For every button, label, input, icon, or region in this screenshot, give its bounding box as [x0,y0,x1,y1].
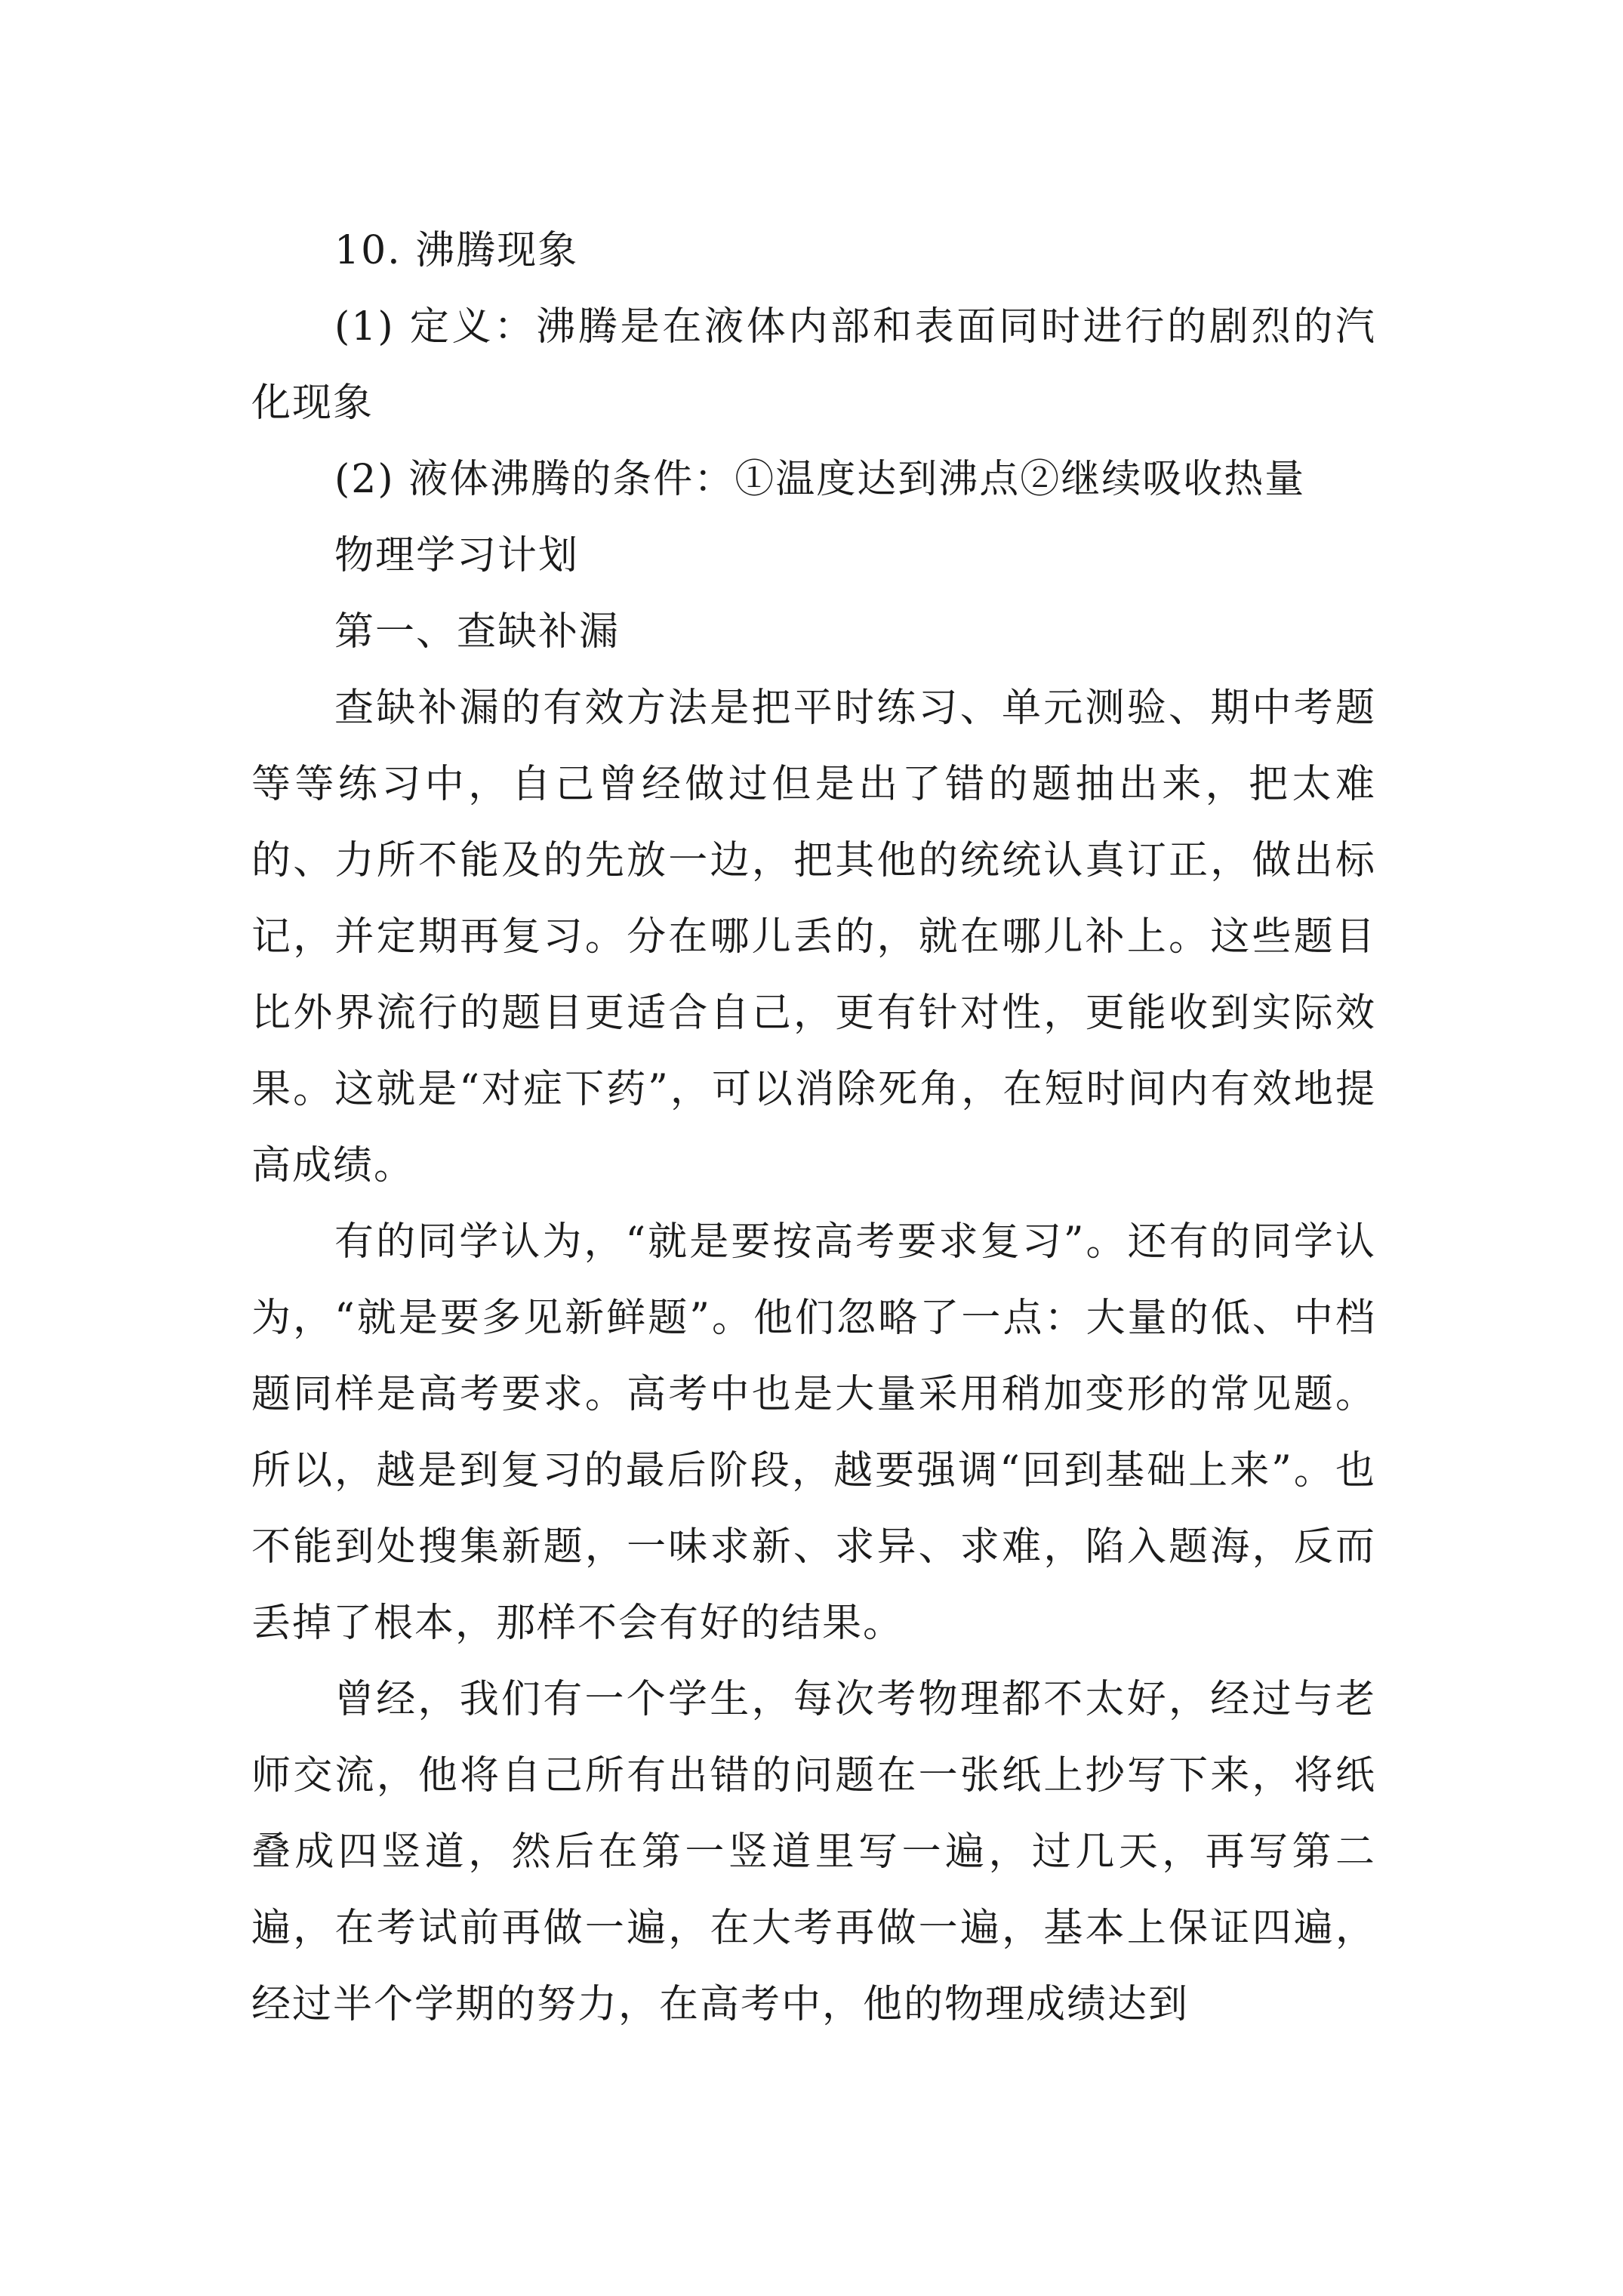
conditions-paragraph: (2) 液体沸腾的条件：①温度达到沸点②继续吸收热量 [334,457,1306,502]
document-body [251,213,1376,2043]
section-one-heading: 第一、查缺补漏 [334,609,621,655]
definition-paragraph: (1) 定义：沸腾是在液体内部和表面同时进行的剧烈的汽化现象 [251,304,1376,426]
plan-title: 物理学习计划 [334,533,580,578]
section-heading-boiling: 10. 沸腾现象 [334,228,579,273]
body-paragraph-3: 曾经，我们有一个学生，每次考物理都不太好，经过与老师交流，他将自己所有出错的问题在一张纸上抄写下来，将纸叠成四竖道，然后在第一竖道里写一遍，过几天，再写第二遍，在考试前再做一遍，在大考再做一遍，基本上保证四遍，经过半个学期的努力，在高考中，他的物理成绩达到 [251,1677,1376,2027]
body-paragraph-1: 查缺补漏的有效方法是把平时练习、单元测验、期中考题等等练习中，自己曾经做过但是出了错的题抽出来，把太难的、力所不能及的先放一边，把其他的统统认真订正，做出标记，并定期再复习。分在哪儿丢的，就在哪儿补上。这些题目比外界流行的题目更适合自己，更有针对性，更能收到实际效果。这就是“对症下药”，可以消除死角，在短时间内有效地提高成绩。 [251,686,1376,1188]
body-paragraph-2: 有的同学认为，“就是要按高考要求复习”。还有的同学认为，“就是要多见新鲜题”。他们忽略了一点：大量的低、中档题同样是高考要求。高考中也是大量采用稍加变形的常见题。所以，越是到复习的最后阶段，越要强调“回到基础上来”。也不能到处搜集新题，一味求新、求异、求难，陷入题海，反而丢掉了根本，那样不会有好的结果。 [251,1219,1376,1646]
